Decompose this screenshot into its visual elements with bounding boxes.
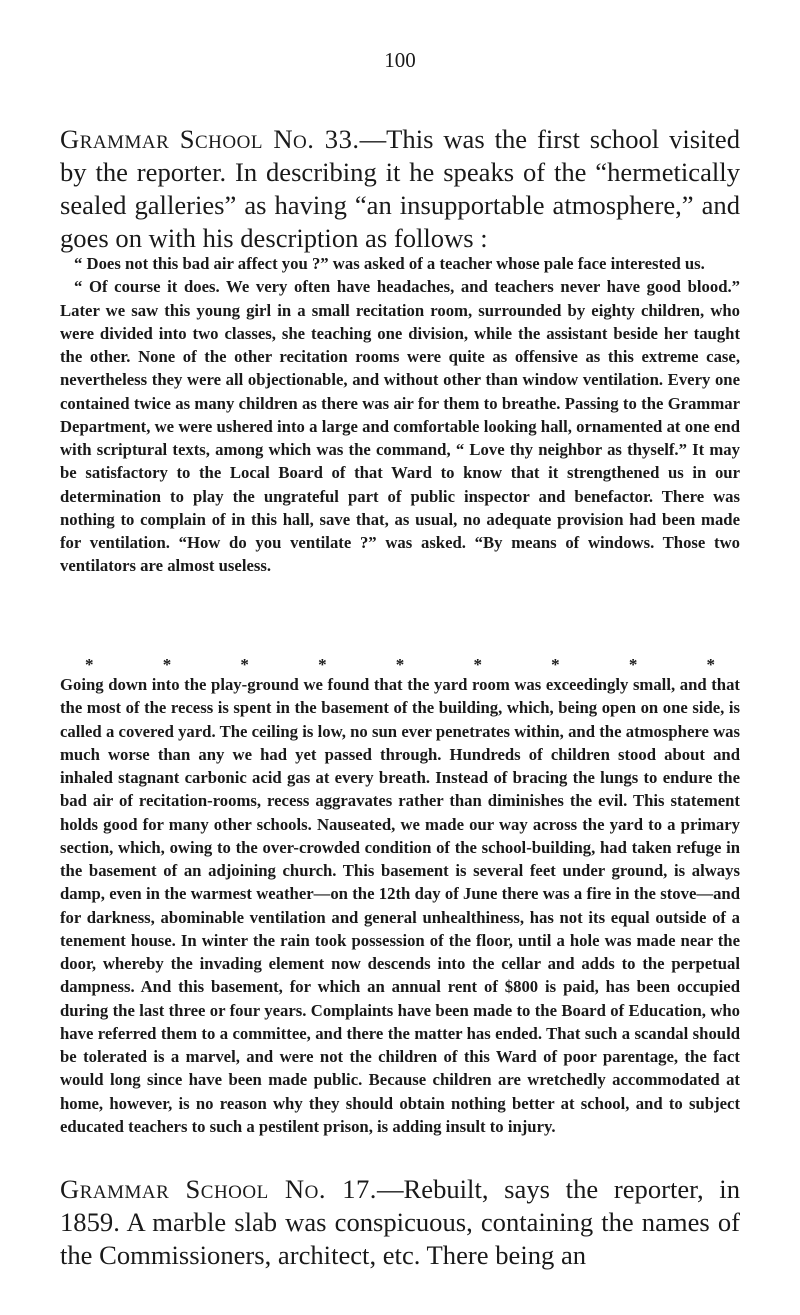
star: * — [395, 655, 405, 674]
star: * — [162, 655, 172, 674]
quote-paragraph-3: Going down into the play-ground we found that the yard room was exceedingly small, and that the most of the recess is spent in the basement of the building, which, being open on one side, is called a covered yard. The ceiling is low, no sun ever penetrates within, and the atmosphere was much worse than any we had yet passed through. Hundreds of children stood about and inhaled stagnant carbonic acid gas at every breath. Instead of bracing the lungs to endure the bad air of recitation-rooms, recess aggravates rather than diminishes the evil. This statement holds good for many other schools. Nauseated, we made our way across the yard to a primary section, which, owing to the over-crowded condition of the school-building, had taken refuge in the basement of an adjoining church. This basement is several feet under ground, is always damp, even in the warmest weather—on the 12th day of June there was a fire in the stove—and for darkness, abominable ventilation and general unhealthiness, has not its equal outside of a tenement house. In winter the rain took possession of the floor, until a hole was made near the door, whereby the invading element now descends into the cellar and adds to the perpetual dampness. And this basement, for which an annual rent of $800 is paid, has been occupied during the last three or four years. Complaints have been made to the Board of Education, who have referred them to a committee, and there the matter has ended. That such a scandal should be tolerated is a marvel, and were not the children of this Ward of poor parentage, the fact would long since have been made public. Because children are wretchedly accommodated at home, however, is no reason why they should obtain nothing better at school, and to subject educated teachers to such a pestilent prison, is adding insult to injury. — [60, 675, 740, 1136]
star: * — [473, 655, 482, 674]
section-33-paragraph — [60, 123, 740, 255]
section-17-intro: —Rebuilt, says the reporter, in 1859. A marble slab was conspicuous, containing the names of the Commissioners, architect, etc. There being an — [60, 1174, 740, 1270]
star: * — [628, 655, 638, 674]
star: * — [240, 655, 249, 674]
section-17-paragraph — [60, 1173, 740, 1272]
section-17-heading: Grammar School No. 17. — [60, 1174, 377, 1204]
star: * — [318, 655, 327, 674]
quote-block-1 — [60, 252, 740, 578]
section-33-intro: —This was the first school visited by the reporter. In describing it he speaks of the “hermetically sealed galleries” as having “an insupportable atmosphere,” and goes on with his description as follows : — [60, 124, 740, 253]
section-break-stars — [60, 655, 740, 675]
star: * — [85, 655, 94, 674]
section-33-heading: Grammar School No. 33. — [60, 124, 360, 154]
star: * — [706, 655, 715, 674]
quote-block-2 — [60, 673, 740, 1138]
star: * — [551, 655, 560, 674]
quote-paragraph-2: “ Of course it does. We very often have headaches, and teachers never have good blood.” Later we saw this young girl in a small recitation room, surrounded by eighty children, who were divided into two classes, she teaching one division, while the assistant beside her taught the other. None of the other recitation rooms were quite as offensive as this extreme case, nevertheless they were all objectionable, and without other than window ventilation. Every one contained twice as many children as there was air for them to breathe. Passing to the Grammar Department, we were ushered into a large and comfortable looking hall, ornamented at one end with scriptural texts, among which was the command, “ Love thy neighbor as thyself.” It may be satisfactory to the Local Board of that Ward to know that it strengthened us in our determination to play the ungrateful part of public inspector and benefactor. There was nothing to complain of in this hall, save that, as usual, no adequate provision had been made for ventilation. “How do you ventilate ?” was asked. “By means of windows. Those two ventilators are almost useless. — [60, 277, 740, 576]
page-number: 100 — [384, 48, 416, 72]
quote-paragraph-1: “ Does not this bad air affect you ?” was asked of a teacher whose pale face interested us. — [74, 254, 705, 273]
